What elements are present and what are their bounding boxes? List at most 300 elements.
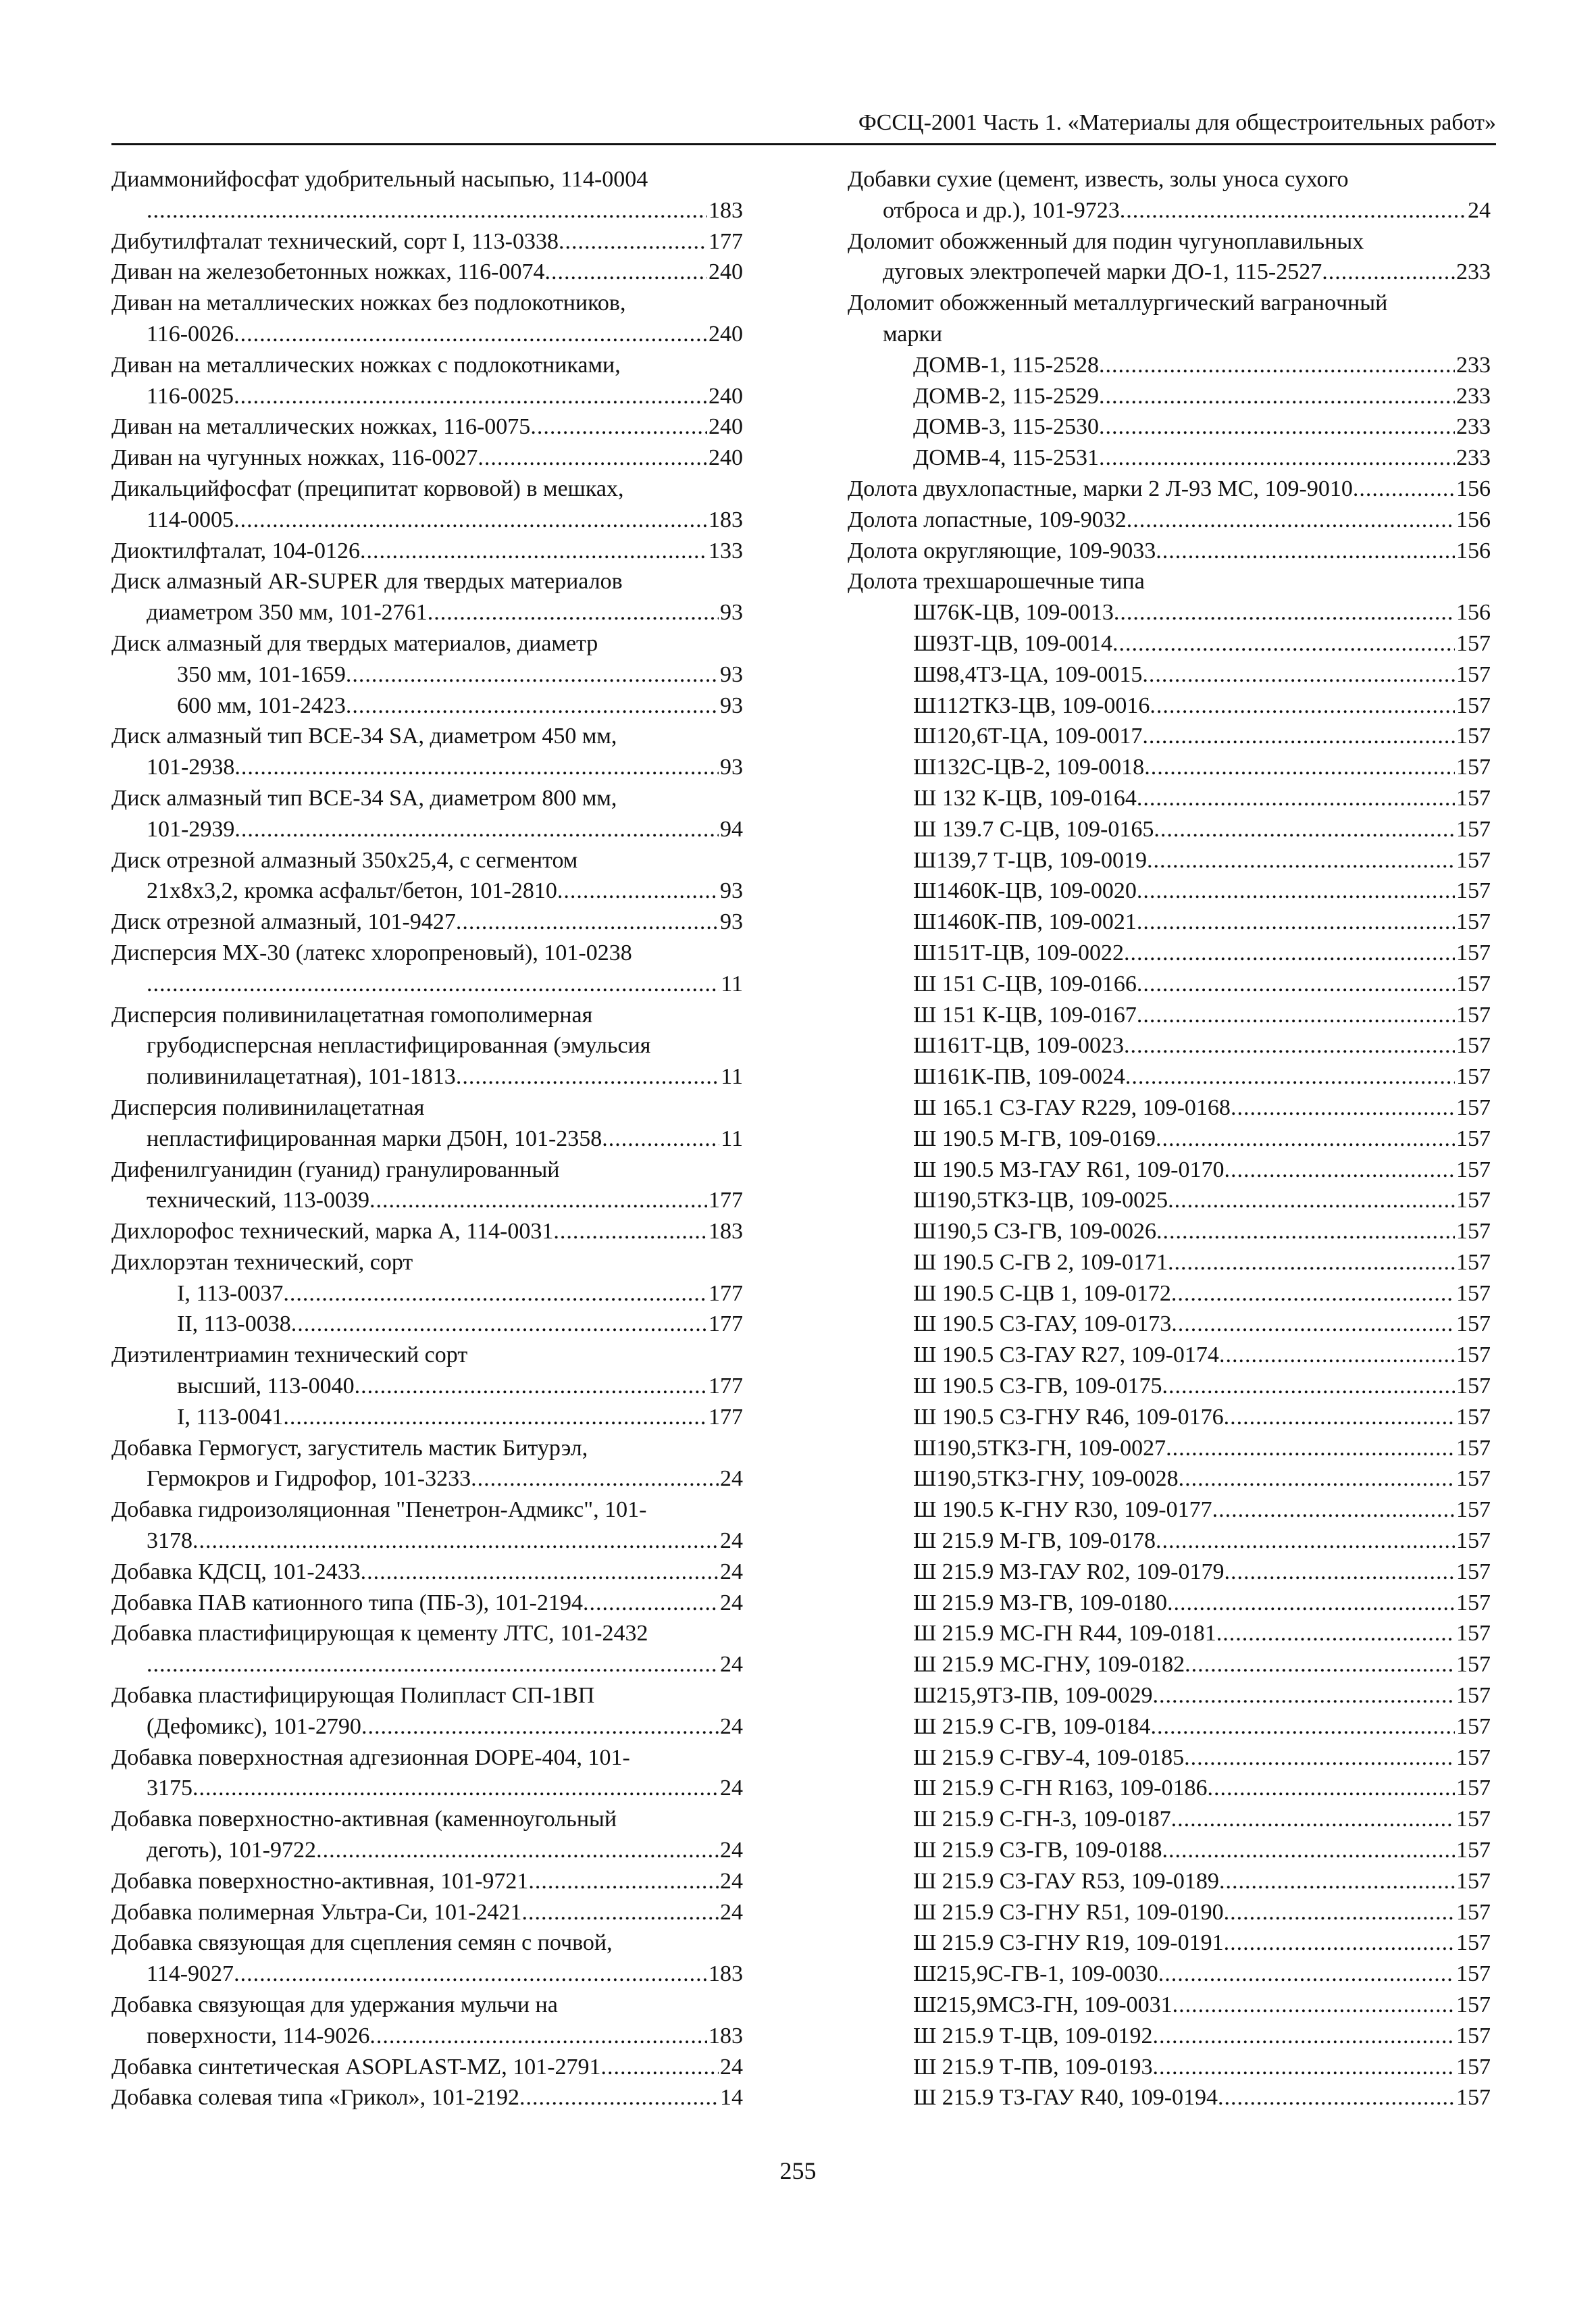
sub-entry-text: Ш 215.9 Т-ЦВ, 109-0192 [913,2023,1153,2048]
dot-leader [1150,1711,1455,1742]
index-entry [111,474,743,536]
index-line [848,1402,1491,1433]
index-entry [111,1866,743,1897]
entry-text: Дифенилгуанидин (гуанид) гранулированный [111,1157,560,1182]
entry-text-continued: деготь), 101-9722 [147,1838,317,1863]
index-line [848,1278,1491,1309]
index-line [848,1092,1491,1124]
index-entry [111,1618,743,1680]
dot-leader [1099,350,1455,381]
page-ref: 24 [720,1776,743,1801]
entry-text: Долота округляющие, 109-9033 [848,538,1156,563]
index-line [848,226,1491,257]
index-entry [111,288,743,350]
sub-entry-text: Ш 151 К-ЦВ, 109-0167 [913,1002,1137,1028]
page-ref: 157 [1456,1652,1491,1678]
index-line [111,1588,743,1619]
entry-text: Добавка пластифицирующая Полипласт СП-1ВП [111,1683,595,1709]
index-line [848,690,1491,722]
sub-entry-text: ДОМВ-3, 115-2530 [913,414,1100,440]
index-entry [111,1897,743,1928]
index-line [111,1124,743,1155]
page-ref: 156 [1456,507,1491,532]
index-entry [111,1557,743,1588]
page-ref: 157 [1456,1559,1491,1584]
page-ref: 157 [1456,1899,1491,1925]
index-line [111,1557,743,1588]
entry-text: Диоктилфталат, 104-0126 [111,538,360,563]
index-entry [848,164,1491,226]
sub-entry-text: Ш139,7 Т-ЦВ, 109-0019 [913,847,1147,873]
index-line [111,536,743,567]
page-ref: 157 [1456,1126,1491,1151]
index-line [848,845,1491,876]
index-line [848,907,1491,938]
dot-leader [471,1463,719,1494]
dot-leader [316,1835,719,1866]
dot-leader [291,1309,707,1340]
entry-text: Диван на чугунных ножках, 116-0027 [111,445,478,471]
index-line [111,845,743,876]
entry-text-continued: 101-2938 [147,755,235,780]
index-line [111,1155,743,1186]
page-ref: 157 [1456,1497,1491,1523]
dot-leader [478,443,707,474]
index-line [848,659,1491,690]
index-line [111,226,743,257]
entry-text: Диск отрезной алмазный, 101-9427 [111,909,456,935]
dot-leader [530,411,707,443]
sub-entry-text: Ш 190.5 СЗ-ГНУ R46, 109-0176 [913,1404,1224,1430]
page-ref: 157 [1456,1404,1491,1430]
index-line [111,1649,743,1680]
index-line [848,505,1491,536]
index-line [848,1773,1491,1804]
entry-text-continued: грубодисперсная непластифицированная (эмульсия [147,1033,651,1059]
dot-leader [559,226,707,257]
page-ref: 177 [709,1374,743,1399]
dot-leader [234,505,707,536]
index-line [848,1494,1491,1526]
sub-entry-text: Ш 190.5 МЗ-ГАУ R61, 109-0170 [913,1157,1225,1182]
index-line [111,319,743,350]
page-ref: 157 [1456,1713,1491,1739]
index-entry [111,164,743,226]
page-ref: 157 [1456,693,1491,718]
dot-leader [1124,1030,1455,1061]
dot-leader [369,1185,707,1216]
entry-text: Диван на железобетонных ножках, 116-0074 [111,259,545,285]
index-entry [111,350,743,412]
index-line [848,938,1491,969]
entry-text: Дисперсия поливинилацетатная [111,1095,425,1120]
page-ref: 157 [1456,1992,1491,2018]
page-ref: 24 [720,2054,743,2080]
index-line [111,1773,743,1804]
index-line [111,814,743,845]
dot-leader [283,1402,707,1433]
sub-entry-text: Ш 215.9 СЗ-ГНУ R19, 109-0191 [913,1930,1224,1956]
entry-text: Долота лопастные, 109-9032 [848,507,1127,532]
dot-leader [1167,1588,1455,1619]
entry-text: Диаммонийфосфат удобрительный насыпью, 114-0004 [111,167,648,192]
index-line [848,1526,1491,1557]
index-entry [111,2082,743,2113]
sub-entry-text: Ш 151 С-ЦВ, 109-0166 [913,971,1137,997]
dot-leader [147,1649,719,1680]
dot-leader [1120,195,1466,226]
left-index-column [111,164,743,2113]
entry-text: Дихлорэтан технический, сорт [111,1249,413,1275]
dot-leader [1112,628,1455,659]
entry-text-continued: 3178 [147,1528,192,1554]
sub-entry-text: 350 мм, 101-1659 [177,661,346,687]
index-entry [111,226,743,257]
index-line [111,1494,743,1526]
sub-entry-text: Ш 190.5 СЗ-ГАУ R27, 109-0174 [913,1342,1219,1368]
entry-text: Добавка Гермогуст, загуститель мастик Битурэл, [111,1435,588,1461]
index-line [848,721,1491,752]
page-ref: 183 [709,507,743,532]
index-line [111,1278,743,1309]
dot-leader [557,876,719,907]
index-line [848,1711,1491,1742]
sub-entry-text: Ш98,4ТЗ-ЦА, 109-0015 [913,661,1143,687]
sub-entry-text: Ш215,9С-ГВ-1, 109-0030 [913,1961,1158,1987]
index-line [848,1588,1491,1619]
sub-entry-text: Ш1460К-ПВ, 109-0021 [913,909,1137,935]
entry-text-continued: 3175 [147,1776,192,1801]
sub-entry-text: высший, 113-0040 [177,1374,355,1399]
sub-entry-text: Ш 215.9 СЗ-ГВ, 109-0188 [913,1838,1162,1863]
entry-text: Дибутилфталат технический, сорт I, 113-0338 [111,228,559,254]
page-ref: 157 [1456,1838,1491,1863]
entry-text: Диск алмазный AR-SUPER для твердых материалов [111,569,623,595]
dot-leader [192,1526,719,1557]
dot-leader [1137,783,1455,814]
entry-text: Диск алмазный тип ВСЕ-34 SA, диаметром 450 мм, [111,724,617,749]
index-entry [111,628,743,721]
dot-leader [1162,1835,1456,1866]
page-ref: 94 [720,816,743,842]
index-entry [111,1092,743,1155]
sub-entry-text: Ш 190.5 С-ЦВ 1, 109-0172 [913,1280,1171,1306]
index-entry [111,443,743,474]
dot-leader [192,1773,719,1804]
dot-leader [1147,845,1455,876]
index-line [111,1711,743,1742]
dot-leader [528,1866,719,1897]
index-line [111,288,743,319]
dot-leader [1224,1155,1455,1186]
index-line [848,1463,1491,1494]
entry-text-continued: непластифицированная марки Д50Н, 101-2358 [147,1126,602,1151]
index-line [111,1990,743,2021]
index-entry [111,2052,743,2083]
index-line [111,1030,743,1061]
sub-entry-text: II, 113-0038 [177,1311,291,1337]
entry-text-continued: (Дефомикс), 101-2790 [147,1713,361,1739]
dot-leader [1231,1092,1455,1124]
index-entry [111,845,743,907]
index-entry [111,1216,743,1247]
index-line [111,1061,743,1092]
index-entry [111,1680,743,1742]
entry-text: Добавка солевая типа «Грикол», 101-2192 [111,2085,519,2111]
page-ref: 93 [720,661,743,687]
page-ref: 133 [709,538,743,563]
sub-entry-text: Ш 190.5 К-ГНУ R30, 109-0177 [913,1497,1212,1523]
page-ref: 93 [720,909,743,935]
entry-text-continued: марки [883,321,943,347]
index-line [111,690,743,722]
index-line [111,1340,743,1371]
page-ref: 156 [1456,476,1491,501]
index-line [111,1402,743,1433]
dot-leader [456,907,719,938]
index-line [848,2052,1491,2083]
sub-entry-text: ДОМВ-4, 115-2531 [913,445,1100,471]
page-ref: 157 [1456,1002,1491,1028]
page-ref: 93 [720,755,743,780]
sub-entry-text: ДОМВ-2, 115-2529 [913,383,1100,409]
sub-entry-text: Ш 215.9 СЗ-ГАУ R53, 109-0189 [913,1868,1219,1894]
index-line [848,1866,1491,1897]
dot-leader [1142,721,1455,752]
page-ref: 157 [1456,2085,1491,2111]
dot-leader [1156,1216,1455,1247]
entry-text: Добавка пластифицирующая к цементу ЛТС, 101-2432 [111,1621,648,1646]
dot-leader [346,690,719,722]
index-line [848,257,1491,288]
entry-text-continued: 116-0025 [147,383,234,409]
page-ref: 157 [1456,847,1491,873]
sub-entry-text: Ш 190.5 С-ГВ 2, 109-0171 [913,1249,1168,1275]
page-ref: 157 [1456,1342,1491,1368]
index-line [111,411,743,443]
index-line [848,1928,1491,1959]
page-ref: 157 [1456,1188,1491,1213]
sub-entry-text: Ш215,9МСЗ-ГН, 109-0031 [913,1992,1173,2018]
index-line [848,2021,1491,2052]
index-line [111,443,743,474]
index-line [848,1557,1491,1588]
page-ref: 157 [1456,1435,1491,1461]
dot-leader [1142,659,1455,690]
entry-text: Добавка КДСЦ, 101-2433 [111,1559,361,1584]
page-ref: 240 [709,445,743,471]
index-line [848,969,1491,1000]
page-ref: 93 [720,878,743,904]
page-ref: 157 [1456,1064,1491,1090]
index-line [111,1526,743,1557]
page-ref: 24 [720,1868,743,1894]
index-line [111,381,743,412]
index-entry [111,907,743,938]
index-line [848,814,1491,845]
index-line [111,2052,743,2083]
dot-leader [369,2021,707,2052]
page-ref: 233 [1456,259,1491,285]
index-entry [848,226,1491,288]
sub-entry-text: Ш 215.9 МС-ГН R44, 109-0181 [913,1621,1216,1646]
dot-leader [355,1371,707,1402]
dot-leader [1224,1557,1455,1588]
index-line [848,876,1491,907]
sub-entry-text: Ш 190.5 М-ГВ, 109-0169 [913,1126,1156,1151]
page-ref: 183 [709,1961,743,1987]
page-ref: 157 [1456,1744,1491,1770]
page-ref: 233 [1456,352,1491,378]
entry-text-continued: Гермокров и Гидрофор, 101-3233 [147,1466,471,1492]
sub-entry-text: Ш93Т-ЦВ, 109-0014 [913,630,1112,656]
index-line [848,443,1491,474]
sub-entry-text: Ш 139.7 С-ЦВ, 109-0165 [913,816,1154,842]
dot-leader [521,1897,719,1928]
entry-text: Диск алмазный для твердых материалов, диаметр [111,630,598,656]
page-ref: 156 [1456,600,1491,626]
index-line [848,1742,1491,1774]
page-ref: 24 [720,1899,743,1925]
entry-text: Добавка поверхностно-активная, 101-9721 [111,1868,529,1894]
index-entry [111,1588,743,1619]
page-ref: 157 [1456,1930,1491,1956]
index-line [111,1000,743,1031]
page-ref: 183 [709,2023,743,2048]
page-ref: 157 [1456,755,1491,780]
page-ref: 24 [1468,197,1491,223]
page-ref: 157 [1456,630,1491,656]
dot-leader [234,814,719,845]
index-line [111,566,743,597]
sub-entry-text: Ш 215.9 М-ГВ, 109-0178 [913,1528,1156,1554]
index-line [848,350,1491,381]
index-line [848,628,1491,659]
sub-entry-text: Ш 215.9 ТЗ-ГАУ R40, 109-0194 [913,2085,1218,2111]
entry-text: Добавка гидроизоляционная "Пенетрон-Адмикс", 101- [111,1497,647,1523]
dot-leader [1162,1371,1456,1402]
dot-leader [234,752,719,783]
index-line [111,505,743,536]
sub-entry-text: Ш151Т-ЦВ, 109-0022 [913,940,1124,965]
sub-entry-text: Ш132С-ЦВ-2, 109-0018 [913,755,1145,780]
dot-leader [1156,1124,1455,1155]
entry-text-continued: 114-0005 [147,507,234,532]
sub-entry-text: I, 113-0037 [177,1280,284,1306]
page-ref: 177 [709,1188,743,1213]
index-entry [111,1340,743,1432]
index-line [848,2082,1491,2113]
entry-text: Добавка полимерная Ультра-Си, 101-2421 [111,1899,522,1925]
dot-leader [1137,969,1455,1000]
index-line [111,1804,743,1835]
index-line [848,1649,1491,1680]
sub-entry-text: Ш 215.9 С-ГН R163, 109-0186 [913,1776,1208,1801]
index-entry [848,474,1491,505]
index-entry [111,1990,743,2052]
page-ref: 93 [720,600,743,626]
dot-leader [1168,1247,1455,1278]
entry-text: Долота трехшарошечные типа [848,569,1145,595]
index-line [848,474,1491,505]
dot-leader [1144,752,1455,783]
entry-text: Добавка синтетическая ASOPLAST-MZ, 101-2791 [111,2054,601,2080]
page-ref: 24 [720,1838,743,1863]
entry-text-continued: 21х8х3,2, кромка асфальт/бетон, 101-2810 [147,878,557,904]
dot-leader [1125,1061,1455,1092]
index-entry [111,566,743,628]
entry-text: Диск алмазный тип ВСЕ-34 SA, диаметром 800 мм, [111,785,617,811]
dot-leader [456,1061,719,1092]
index-line [111,350,743,381]
dot-leader [1099,381,1455,412]
page-ref: 157 [1456,2054,1491,2080]
index-line [111,1247,743,1278]
entry-text: Добавки сухие (цемент, известь, золы уноса сухого [848,167,1349,192]
sub-entry-text: Ш161К-ПВ, 109-0024 [913,1064,1125,1090]
page-ref: 157 [1456,816,1491,842]
dot-leader [361,1711,719,1742]
page-ref: 157 [1456,1219,1491,1244]
index-line [111,628,743,659]
page-ref: 157 [1456,1528,1491,1554]
page-ref: 157 [1456,1033,1491,1059]
dot-leader [1168,1185,1455,1216]
entry-text-continued: 114-9027 [147,1961,234,1987]
index-line [848,1804,1491,1835]
page-ref: 183 [709,1219,743,1244]
index-entry [111,1000,743,1092]
index-line [111,1216,743,1247]
entry-text: Дисперсия поливинилацетатная гомополимерная [111,1002,593,1028]
index-line [111,752,743,783]
index-entry [111,938,743,1000]
dot-leader [602,1124,719,1155]
dot-leader [360,536,707,567]
sub-entry-text: Ш76К-ЦВ, 109-0013 [913,600,1114,626]
index-line [111,2021,743,2052]
sub-entry-text: Ш 215.9 МЗ-ГВ, 109-0180 [913,1590,1168,1615]
index-line [848,1061,1491,1092]
dot-leader [234,1959,707,1990]
dot-leader [1156,1526,1455,1557]
right-index-column [848,164,1491,2113]
index-line [848,1618,1491,1649]
index-entry [848,566,1491,2113]
dot-leader [234,381,707,412]
page-ref: 233 [1456,414,1491,440]
entry-text-continued: дуговых электропечей марки ДО-1, 115-2527 [883,259,1322,285]
dot-leader [1219,1866,1455,1897]
page-ref: 240 [709,321,743,347]
page-ref: 240 [709,383,743,409]
index-line [111,1185,743,1216]
page-ref: 157 [1456,1868,1491,1894]
entry-text-continued: поверхности, 114-9026 [147,2023,370,2048]
index-line [111,1897,743,1928]
page-ref: 11 [721,1126,743,1151]
index-entry [111,1155,743,1217]
index-entry [111,1804,743,1866]
sub-entry-text: 600 мм, 101-2423 [177,693,346,718]
index-line [848,1216,1491,1247]
dot-leader [147,969,719,1000]
index-line [111,195,743,226]
dot-leader [283,1278,707,1309]
index-line [848,1340,1491,1371]
page-ref: 157 [1456,909,1491,935]
page-ref: 157 [1456,1683,1491,1709]
